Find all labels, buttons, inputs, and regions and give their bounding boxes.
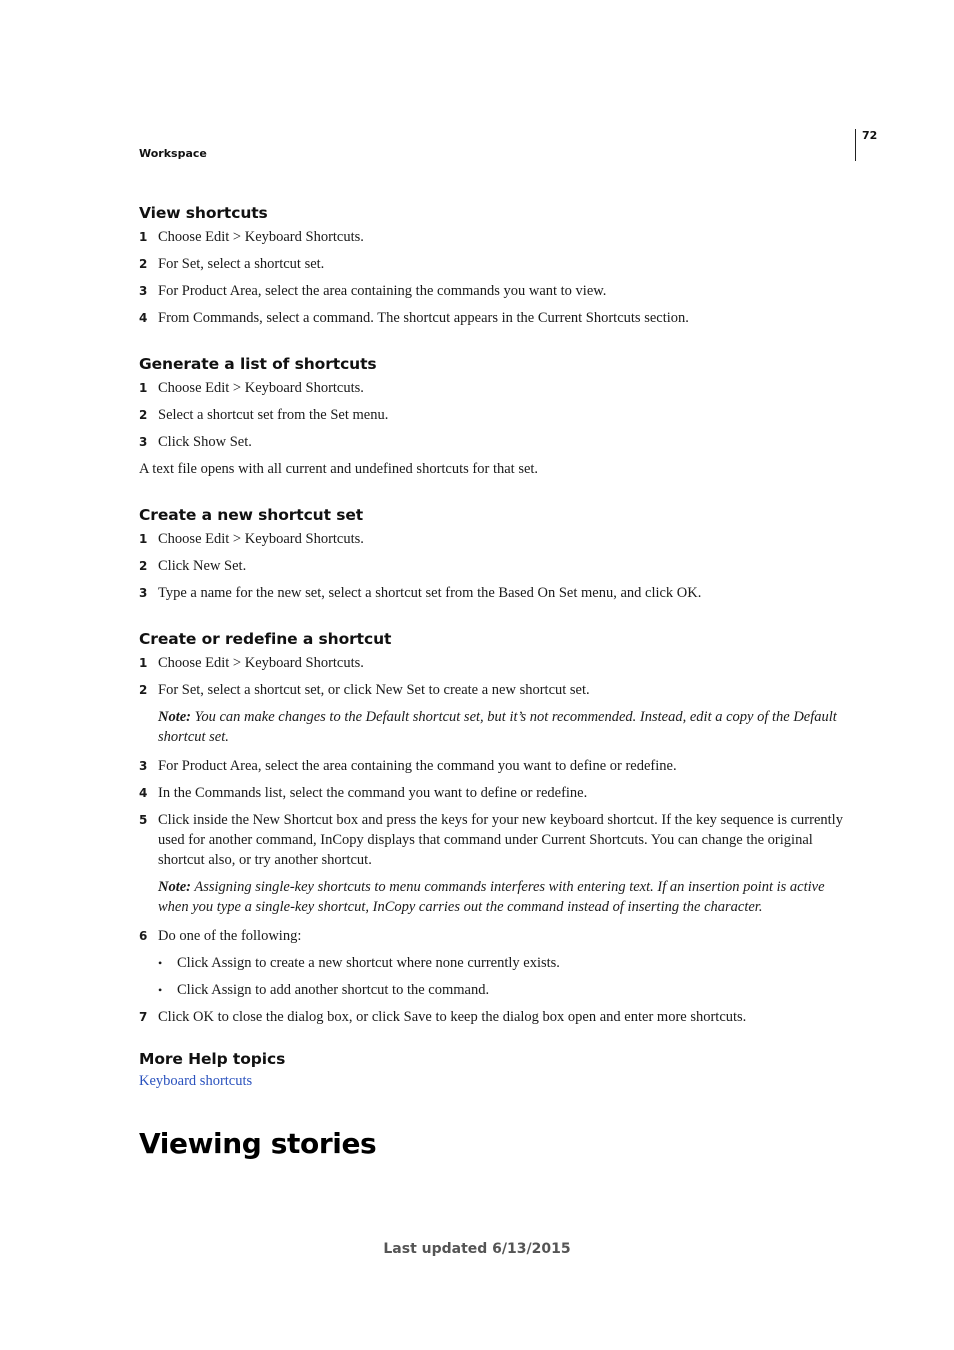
more-help-section xyxy=(139,1049,851,1091)
step-text: For Product Area, select the area containing the commands you want to view. xyxy=(158,283,607,299)
step-number: 2 xyxy=(139,559,148,573)
footer-last-updated: Last updated 6/13/2015 xyxy=(383,1241,571,1257)
step-item xyxy=(139,556,851,576)
step-text: Choose Edit > Keyboard Shortcuts. xyxy=(158,655,364,671)
section xyxy=(139,505,851,603)
step-number: 1 xyxy=(139,230,148,244)
bullet-icon: • xyxy=(158,983,163,997)
step-item xyxy=(139,281,851,301)
step-item xyxy=(139,378,851,398)
step-item xyxy=(139,926,851,946)
step-number: 1 xyxy=(139,532,148,546)
step-text: From Commands, select a command. The shortcut appears in the Current Shortcuts section. xyxy=(158,310,689,326)
bullet-icon: • xyxy=(158,956,163,970)
step-item xyxy=(139,432,851,452)
step-item xyxy=(139,783,851,803)
step-number: 3 xyxy=(139,586,148,600)
step-number: 6 xyxy=(139,929,148,943)
step-number: 2 xyxy=(139,257,148,271)
step-number: 3 xyxy=(139,284,148,298)
chapter-heading: Viewing stories xyxy=(139,1127,377,1160)
sections xyxy=(139,203,851,1027)
step-number: 7 xyxy=(139,1010,148,1024)
keyboard-shortcuts-link[interactable]: Keyboard shortcuts xyxy=(139,1073,253,1089)
step-number: 2 xyxy=(139,683,148,697)
note xyxy=(158,707,851,747)
note xyxy=(158,877,851,917)
step-number: 4 xyxy=(139,311,148,325)
step-item xyxy=(139,1007,851,1027)
note-label: Note: xyxy=(158,709,192,725)
section-title: Create a new shortcut set xyxy=(139,506,364,524)
step-number: 2 xyxy=(139,408,148,422)
section xyxy=(139,203,851,328)
step-item xyxy=(139,756,851,776)
step-text: Type a name for the new set, select a shortcut set from the Based On Set menu, and click OK. xyxy=(158,585,702,601)
step-number: 1 xyxy=(139,381,148,395)
step-text: For Set, select a shortcut set. xyxy=(158,256,325,272)
step-number: 1 xyxy=(139,656,148,670)
note-text: Assigning single-key shortcuts to menu commands interferes with entering text. If an insertion point is active when you type a single-key shortcut, InCopy carries out the command instead of inserting the character. xyxy=(158,879,825,915)
step-number: 5 xyxy=(139,813,148,827)
bullet-item xyxy=(158,980,851,1000)
step-item xyxy=(139,653,851,673)
step-number: 3 xyxy=(139,759,148,773)
step-text: Click OK to close the dialog box, or click Save to keep the dialog box open and enter more shortcuts. xyxy=(158,1009,747,1025)
step-text: Choose Edit > Keyboard Shortcuts. xyxy=(158,380,364,396)
step-item xyxy=(139,529,851,549)
page-number: 72 xyxy=(862,129,878,142)
step-text: In the Commands list, select the command you want to define or redefine. xyxy=(158,785,588,801)
bullet-text: Click Assign to add another shortcut to the command. xyxy=(177,982,490,998)
bullet-text: Click Assign to create a new shortcut where none currently exists. xyxy=(177,955,560,971)
more-help-title: More Help topics xyxy=(139,1050,286,1068)
bullet-item xyxy=(158,953,851,973)
step-text: For Set, select a shortcut set, or click New Set to create a new shortcut set. xyxy=(158,682,590,698)
section xyxy=(139,629,851,1027)
page-content xyxy=(139,203,851,1161)
page-number-rule xyxy=(855,129,856,161)
step-text: Choose Edit > Keyboard Shortcuts. xyxy=(158,229,364,245)
step-item xyxy=(139,583,851,603)
step-item xyxy=(139,308,851,328)
step-number: 4 xyxy=(139,786,148,800)
section-title: Generate a list of shortcuts xyxy=(139,355,377,373)
step-text: For Product Area, select the area containing the command you want to define or redefine. xyxy=(158,758,677,774)
note-text: You can make changes to the Default shortcut set, but it’s not recommended. Instead, edit a copy of the Default shortcut set. xyxy=(158,709,837,745)
step-item xyxy=(139,405,851,425)
step-number: 3 xyxy=(139,435,148,449)
paragraph: A text file opens with all current and undefined shortcuts for that set. xyxy=(139,461,539,477)
step-item xyxy=(139,680,851,700)
section-title: View shortcuts xyxy=(139,204,268,222)
step-text: Choose Edit > Keyboard Shortcuts. xyxy=(158,531,364,547)
running-header: Workspace xyxy=(139,147,207,160)
section-title: Create or redefine a shortcut xyxy=(139,630,392,648)
step-item xyxy=(139,254,851,274)
step-text: Click Show Set. xyxy=(158,434,252,450)
note-label: Note: xyxy=(158,879,192,895)
step-item xyxy=(139,227,851,247)
step-text: Click New Set. xyxy=(158,558,247,574)
step-text: Do one of the following: xyxy=(158,928,302,944)
step-item xyxy=(139,810,851,870)
step-text: Click inside the New Shortcut box and press the keys for your new keyboard shortcut. If the key sequence is currently used for another command, InCopy displays that command under Current Shortcuts. You can change the original shortcut also, or try another shortcut. xyxy=(158,812,843,868)
section xyxy=(139,354,851,479)
step-text: Select a shortcut set from the Set menu. xyxy=(158,407,389,423)
